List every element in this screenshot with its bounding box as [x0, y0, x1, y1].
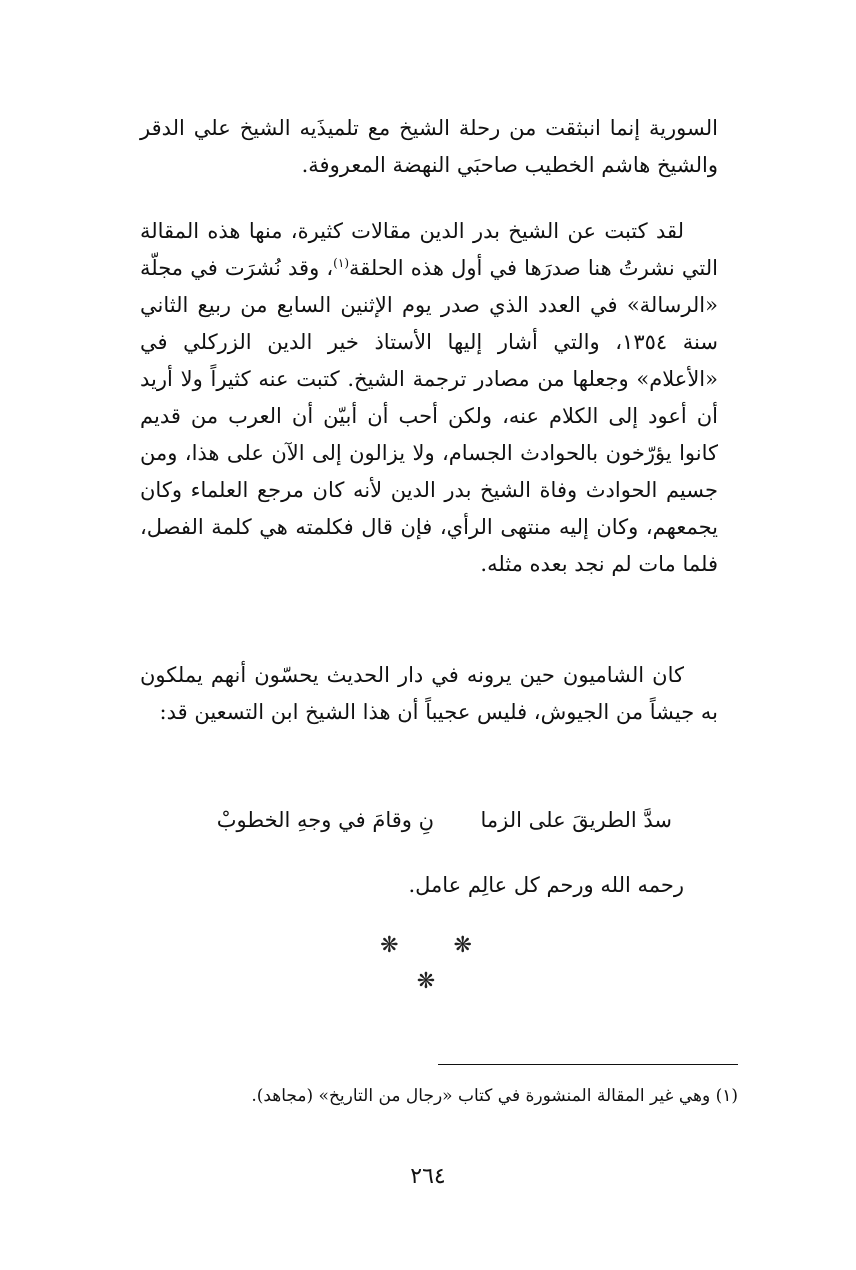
verse-second-hemistich: نِ وقامَ في وجهِ الخطوبْ: [216, 808, 434, 832]
paragraph-2-text-start: لقد كتبت عن الشيخ بدر الدين مقالات كثيرة، منها هذه المقالة التي نشرتُ هنا صدرَها في أول هذه الحلقة: [140, 219, 718, 280]
footnote-divider: [438, 1064, 738, 1065]
footnote-text: (١) وهي غير المقالة المنشورة في كتاب «رجال من التاريخ» (مجاهد).: [251, 1086, 738, 1106]
verse-first-hemistich: سدَّ الطريقَ على الزما: [480, 808, 672, 832]
footnote-reference[interactable]: (١): [333, 256, 349, 270]
poetry-verse: [140, 800, 718, 840]
section-separator-stars: ❋ ❋ ❋: [380, 933, 496, 994]
paragraph-articles: [140, 213, 718, 583]
closing-line-text: رحمه الله ورحم كل عالِم عامل.: [408, 873, 684, 897]
closing-line: [140, 865, 718, 905]
footnote: [140, 1080, 738, 1112]
paragraph-shamiyun: [140, 657, 718, 731]
paragraph-1-text: السورية إنما انبثقت من رحلة الشيخ مع تلميذَيه الشيخ علي الدقر والشيخ هاشم الخطيب صاحبَي النهضة المعروفة.: [140, 116, 718, 177]
paragraph-continuation: [140, 110, 718, 184]
paragraph-2-text-end: ، وقد نُشرَت في مجلّة «الرسالة» في العدد الذي صدر يوم الإثنين السابع من ربيع الثاني سنة ١٣٥٤، والتي أشار إليها الأستاذ خير الدين الزركلي في «الأعلام» وجعلها من مصادر ترجمة الشيخ. كتبت عنه كثيراً ولا أريد أن أعود إلى الكلام عنه، ولكن أحب أن أبيّن أن العرب من قديم كانوا يؤرّخون بالحوادث الجسام، ولا يزالون إلى الآن على هذا، ومن جسيم الحوادث وفاة الشيخ بدر الدين لأنه كان مرجع العلماء وكان يجمعهم، وكان إليه منتهى الرأي، فإن قال فكلمته هي كلمة الفصل، فلما مات لم نجد بعده مثله.: [140, 256, 718, 576]
paragraph-3-text: كان الشاميون حين يرونه في دار الحديث يحسّون أنهم يملكون به جيشاً من الجيوش، فليس عجيباً أن هذا الشيخ ابن التسعين قد:: [140, 663, 718, 724]
page-number: ٢٦٤: [410, 1164, 446, 1189]
